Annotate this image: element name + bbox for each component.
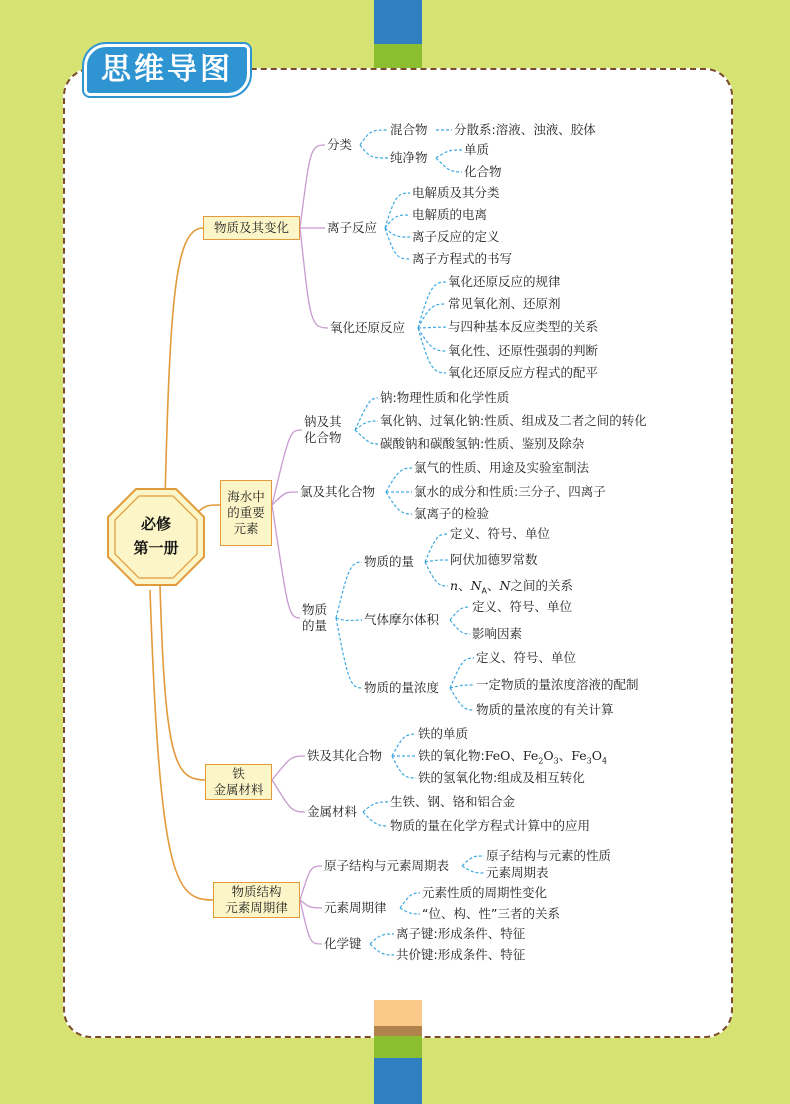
branch-structure-periodic xyxy=(213,882,300,918)
b4-atomic-item: 元素周期表 xyxy=(486,865,549,880)
b2-sodium-line: 钠及其 xyxy=(304,414,342,429)
b2-concentration-item: 一定物质的量浓度溶液的配制 xyxy=(476,677,639,692)
separator: 、 xyxy=(458,578,471,593)
b3-label-line: 铁 xyxy=(232,766,245,781)
b1-redox-item: 常见氧化剂、还原剂 xyxy=(448,296,561,311)
oxides-label: 铁的氧化物: xyxy=(418,748,485,763)
b2-label-line: 海水中 xyxy=(227,489,265,504)
b1-redox-item: 氧化性、还原性强弱的判断 xyxy=(448,343,599,358)
b4-atomic-structure: 原子结构与元素周期表 xyxy=(324,858,450,873)
b1-pure-substance: 纯净物 xyxy=(390,150,428,165)
b2-sodium xyxy=(304,414,342,446)
link-b2-c1 xyxy=(272,430,302,505)
b4-periodic-law: 元素周期律 xyxy=(324,900,387,915)
b2-concentration-item: 定义、符号、单位 xyxy=(476,650,577,665)
symbol-N: N xyxy=(470,578,482,593)
b4-chemical-bond: 化学键 xyxy=(324,936,362,951)
formula: FeO xyxy=(484,748,511,763)
b2-sodium-line: 化合物 xyxy=(304,430,342,445)
center-line2: 第一册 xyxy=(133,539,179,557)
link-b4-c1 xyxy=(300,866,322,900)
b4-bond-item: 共价键:形成条件、特征 xyxy=(396,947,526,962)
b1-ion-item: 电解质及其分类 xyxy=(412,185,500,200)
b1-ionic-reaction: 离子反应 xyxy=(327,220,378,235)
b1-redox: 氧化还原反应 xyxy=(330,320,406,335)
b1-ion-item: 电解质的电离 xyxy=(412,207,488,222)
link-center-b3 xyxy=(160,585,205,780)
b1-element: 单质 xyxy=(464,142,490,157)
b4-label-line: 元素周期律 xyxy=(225,900,288,915)
b3-label-line: 金属材料 xyxy=(213,782,264,797)
link-b4-c2 xyxy=(300,900,322,908)
relation-text: 之间的关系 xyxy=(510,578,573,593)
b1-redox-item: 氧化还原反应方程式的配平 xyxy=(448,365,599,380)
b2-mole: 物质的量 xyxy=(364,554,415,569)
symbol-N: N xyxy=(499,578,511,593)
link-b2-c2 xyxy=(272,492,298,505)
b2-chlorine-item: 氯离子的检验 xyxy=(414,506,490,521)
branch-matter-change: 物质及其变化 xyxy=(203,216,300,240)
symbol-n: n xyxy=(450,578,459,593)
formula: O xyxy=(591,748,602,763)
branch-seawater-elements xyxy=(220,480,272,546)
b1-ion-item: 离子方程式的书写 xyxy=(412,251,513,266)
b4-periodic-item: “位、构、性”三者的关系 xyxy=(422,906,560,921)
link-center-b1 xyxy=(165,228,203,500)
b2-amount-line: 物质 xyxy=(302,602,328,617)
b2-mole-item: 阿伏加德罗常数 xyxy=(450,552,538,567)
b3-metal-materials: 金属材料 xyxy=(307,804,358,819)
subscript: 3 xyxy=(553,756,559,766)
b2-sodium-item: 氧化钠、过氧化钠:性质、组成及二者之间的转化 xyxy=(380,413,647,428)
b3-metal-item: 生铁、钢、铬和铝合金 xyxy=(390,794,516,809)
b2-amount-line: 的量 xyxy=(302,618,328,633)
b3-iron-item: 铁的氢氧化物:组成及相互转化 xyxy=(418,770,585,785)
b3-iron-oxides xyxy=(418,748,607,770)
b1-mixture: 混合物 xyxy=(390,122,428,137)
b1-redox-item: 氧化还原反应的规律 xyxy=(448,274,561,289)
b2-sodium-item: 碳酸钠和碳酸氢钠:性质、鉴别及除杂 xyxy=(380,436,585,451)
b2-concentration-item: 物质的量浓度的有关计算 xyxy=(476,702,614,717)
branch-iron-metals xyxy=(205,764,272,800)
link-b3-c1 xyxy=(272,756,305,780)
b2-mole-relation xyxy=(450,578,573,600)
b2-chlorine: 氯及其化合物 xyxy=(300,484,376,499)
b2-chlorine-item: 氯水的成分和性质:三分子、四离子 xyxy=(414,484,606,499)
separator: 、 xyxy=(558,748,572,763)
b3-iron-item: 铁的单质 xyxy=(418,726,469,741)
b2-label-line: 元素 xyxy=(233,521,259,536)
formula: O xyxy=(543,748,554,763)
center-node xyxy=(118,512,194,560)
b4-atomic-item: 原子结构与元素的性质 xyxy=(486,848,612,863)
formula: Fe xyxy=(522,748,539,763)
b1-classification: 分类 xyxy=(327,137,353,152)
center-line1: 必修 xyxy=(140,515,171,533)
b2-molar-volume-item: 影响因素 xyxy=(472,626,523,641)
b3-iron-compounds: 铁及其化合物 xyxy=(307,748,383,763)
b2-amount xyxy=(302,602,327,634)
link-b1-c1 xyxy=(300,145,325,228)
b2-mole-item: 定义、符号、单位 xyxy=(450,526,551,541)
formula: Fe xyxy=(571,748,587,763)
b2-sodium-item: 钠:物理性质和化学性质 xyxy=(380,390,510,405)
subscript: 4 xyxy=(601,756,608,766)
subscript: 2 xyxy=(538,756,544,766)
b4-label-line: 物质结构 xyxy=(231,884,282,899)
link-b3-c2 xyxy=(272,780,305,812)
subscript: 3 xyxy=(586,756,592,766)
b2-concentration: 物质的量浓度 xyxy=(364,680,440,695)
b1-dispersion: 分散系:溶液、浊液、胶体 xyxy=(454,122,596,137)
b4-bond-item: 离子键:形成条件、特征 xyxy=(396,926,526,941)
b2-molar-volume-item: 定义、符号、单位 xyxy=(472,599,573,614)
separator: 、 xyxy=(487,578,500,593)
symbol-A: A xyxy=(481,586,487,596)
b4-periodic-item: 元素性质的周期性变化 xyxy=(422,885,548,900)
b2-molar-volume: 气体摩尔体积 xyxy=(364,612,440,627)
b2-label-line: 的重要 xyxy=(227,505,265,520)
b3-metal-item: 物质的量在化学方程式计算中的应用 xyxy=(390,818,591,833)
link-b2-c3 xyxy=(272,505,300,618)
link-center-b4 xyxy=(150,590,213,900)
b1-ion-item: 离子反应的定义 xyxy=(412,229,500,244)
separator: 、 xyxy=(510,748,523,763)
page-title: 思维导图 xyxy=(84,44,250,96)
b1-redox-item: 与四种基本反应类型的关系 xyxy=(448,319,599,334)
link-b1-c3 xyxy=(300,228,328,328)
b2-chlorine-item: 氯气的性质、用途及实验室制法 xyxy=(414,460,590,475)
b1-compound: 化合物 xyxy=(464,164,502,179)
